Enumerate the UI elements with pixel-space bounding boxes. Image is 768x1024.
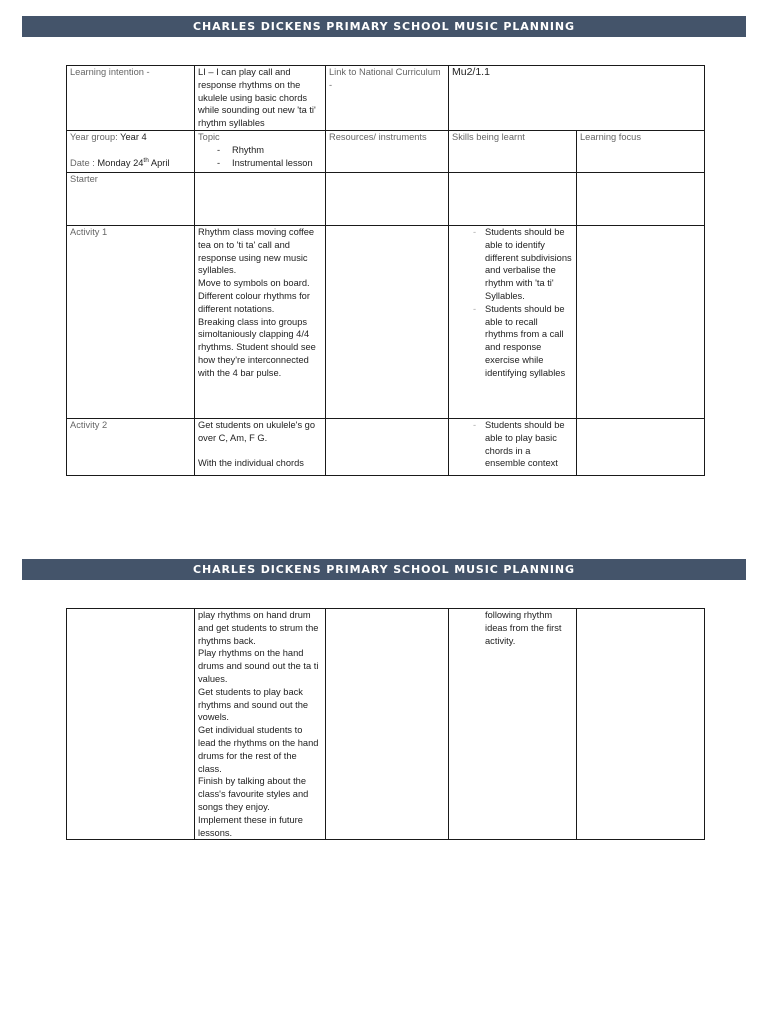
activity-1-line: Breaking class into groups simoltaniously clapping 4/4 rhythms. Student should see how they're interconnected with the 4 bar pulse. (198, 316, 316, 378)
learning-intention-row (67, 66, 705, 131)
starter-empty-cell (577, 172, 705, 225)
activity-1-row (67, 225, 705, 418)
starter-empty-cell (326, 172, 449, 225)
continued-resources-cell (326, 609, 449, 840)
continued-description-cell (195, 609, 326, 840)
activity-2-label: Activity 2 (70, 419, 108, 430)
date-month: April (150, 157, 170, 168)
date-line (70, 157, 191, 170)
learning-focus-label: Learning focus (580, 131, 641, 142)
activity-2-resources-cell (326, 418, 449, 475)
starter-label: Starter (70, 173, 98, 184)
activity-1-label: Activity 1 (70, 226, 108, 237)
continued-activity-line: Implement these in future lessons. (198, 814, 303, 838)
year-date-cell (67, 130, 195, 172)
topic-item: - Instrumental lesson (198, 157, 322, 170)
topic-list (198, 144, 322, 170)
header-row (67, 130, 705, 172)
national-curriculum-label-cell (326, 66, 449, 131)
learning-intention-text-cell (195, 66, 326, 131)
year-group-label: Year group: (70, 131, 118, 142)
resources-header-cell (326, 130, 449, 172)
continued-skills-cell (449, 609, 577, 840)
activity-2-skills-cell (449, 418, 577, 475)
continued-activity-line: Play rhythms on the hand drums and sound out the ta ti values. (198, 648, 319, 684)
activity-1-skills-list (452, 226, 573, 380)
national-curriculum-value: Mu2/1.1 (452, 66, 490, 78)
topic-cell (195, 130, 326, 172)
topic-item: - Rhythm (198, 144, 322, 157)
activity-1-label-cell (67, 225, 195, 418)
continued-activity-line: Get individual students to lead the rhythms on the hand drums for the rest of the class. (198, 725, 319, 774)
activity-2-row (67, 418, 705, 475)
continued-focus-cell (577, 609, 705, 840)
date-label: Date : (70, 157, 95, 168)
continued-skill-text: following rhythm ideas from the first activity. (485, 610, 562, 646)
activity-2-focus-cell (577, 418, 705, 475)
skill-item: - Students should be able to play basic chords in a ensemble context (452, 419, 573, 470)
learning-intention-label-cell (67, 66, 195, 131)
topic-label: Topic (198, 131, 220, 142)
national-curriculum-label: Link to National Curriculum - (329, 67, 441, 90)
activity-1-line: Different colour rhythms for different notations. (198, 290, 310, 314)
continued-label-cell (67, 609, 195, 840)
activity-1-line: Rhythm class moving coffee tea on to 'ti ta' call and response using new music syllables. (198, 226, 315, 276)
activity-2-label-cell (67, 418, 195, 475)
activity-1-description-cell (195, 225, 326, 418)
activity-2-skills-list (452, 419, 573, 470)
spacer (70, 144, 191, 157)
learning-intention-text: LI – I can play call and response rhythms on the ukulele using basic chords while sounding out new 'ta ti' rhythm syllables (198, 67, 316, 129)
activity-2-description-cell (195, 418, 326, 475)
starter-empty-cell (449, 172, 577, 225)
year-group-line (70, 131, 191, 144)
starter-empty-cell (195, 172, 326, 225)
activity-1-focus-cell (577, 225, 705, 418)
activity-1-skills-cell (449, 225, 577, 418)
year-group-value: Year 4 (120, 131, 147, 142)
planning-table-page-2 (66, 608, 705, 840)
skills-header-cell (449, 130, 577, 172)
skill-item: - Students should be able to identify different subdivisions and verbalise the rhythm with 'ta ti' Syllables. (452, 226, 573, 303)
spacer (198, 445, 322, 458)
skills-label: Skills being learnt (452, 131, 525, 142)
continued-activity-line: Finish by talking about the class's favourite styles and songs they enjoy. (198, 776, 309, 812)
starter-row (67, 172, 705, 225)
national-curriculum-value-cell (449, 66, 705, 131)
page-1-banner: CHARLES DICKENS PRIMARY SCHOOL MUSIC PLANNING (22, 16, 746, 37)
activity-2-line: With the individual chords (198, 458, 304, 469)
date-suffix: th (143, 156, 149, 164)
skill-item: - Students should be able to recall rhythms from a call and response exercise while identifying syllables (452, 303, 573, 380)
page-2-banner: CHARLES DICKENS PRIMARY SCHOOL MUSIC PLANNING (22, 559, 746, 580)
resources-label: Resources/ instruments (329, 131, 427, 142)
continued-activity-line: play rhythms on hand drum and get students to strum the rhythms back. (198, 610, 319, 646)
starter-label-cell (67, 172, 195, 225)
activity-1-resources-cell (326, 225, 449, 418)
activity-2-line: Get students on ukulele's go over C, Am, F G. (198, 419, 316, 443)
activity-1-line: Move to symbols on board. (198, 278, 310, 289)
activity-2-continued-row (67, 609, 705, 840)
planning-table-page-1 (66, 65, 705, 476)
learning-intention-label: Learning intention - (70, 67, 150, 77)
date-day: Monday 24 (97, 157, 144, 168)
focus-header-cell (577, 130, 705, 172)
continued-activity-line: Get students to play back rhythms and sound out the vowels. (198, 686, 309, 723)
